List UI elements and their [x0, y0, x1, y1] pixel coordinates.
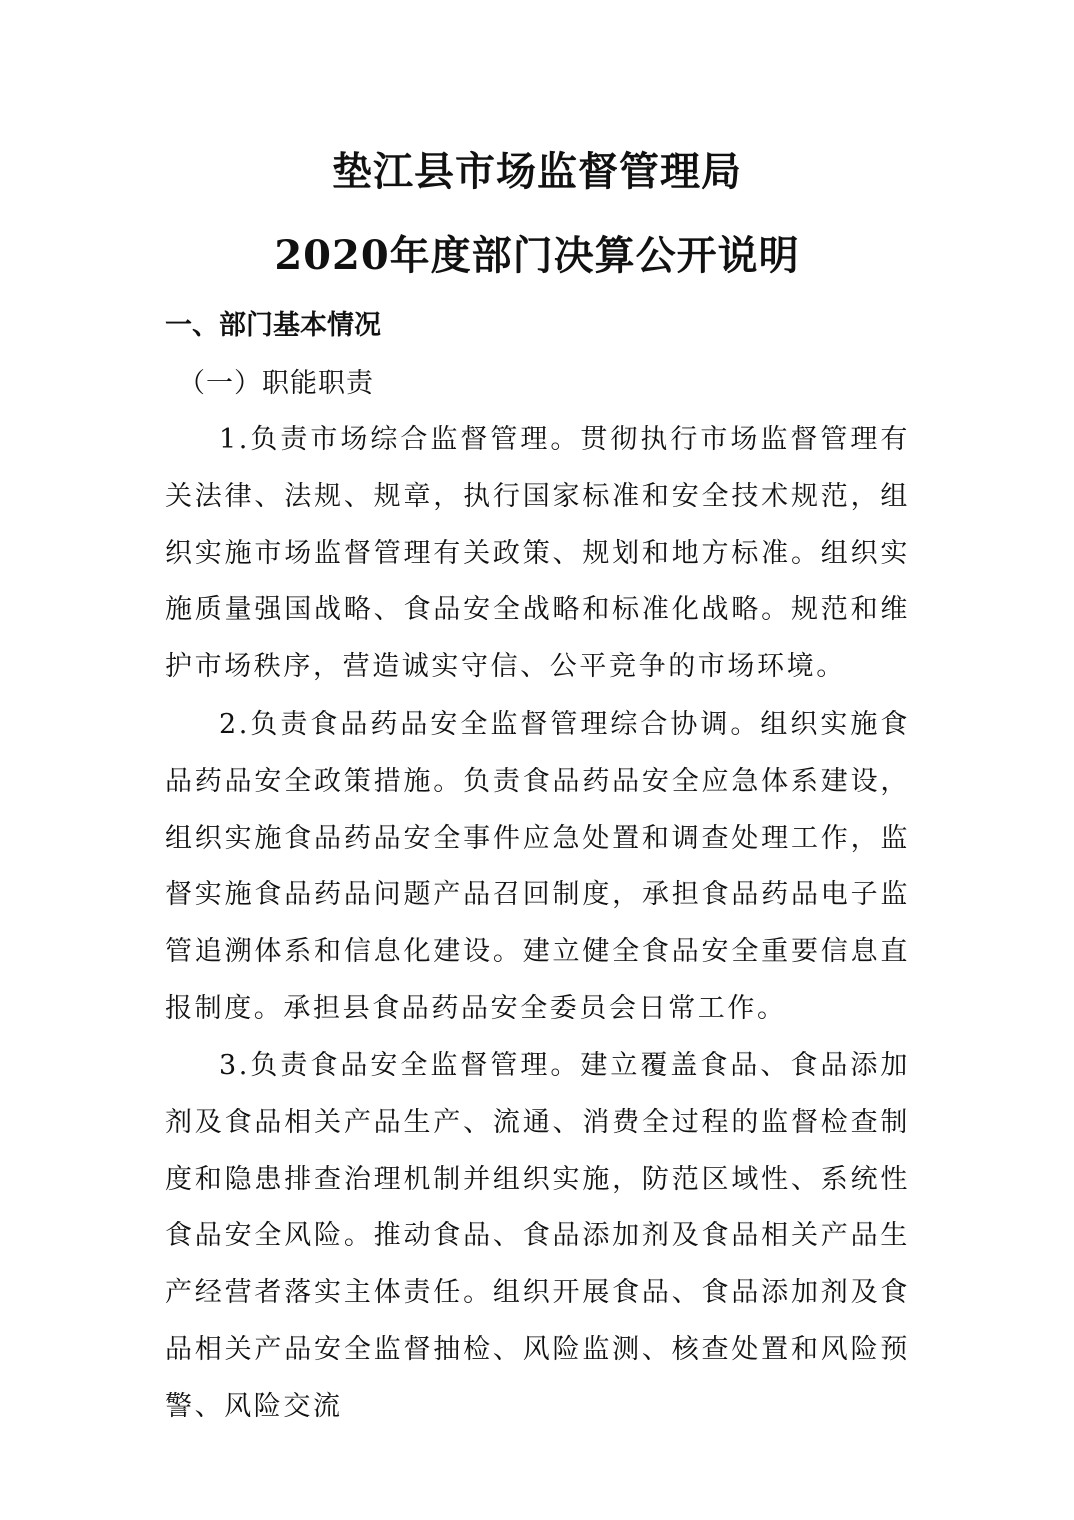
paragraph-2: 2.负责食品药品安全监督管理综合协调。组织实施食品药品安全政策措施。负责食品药品安全应急体系建设，组织实施食品药品安全事件应急处置和调查处理工作，监督实施食品药品问题产品召回制度，承担食品药品电子监管追溯体系和信息化建设。建立健全食品安全重要信息直报制度。承担县食品药品安全委员会日常工作。: [165, 709, 910, 1024]
paragraph-1: 1.负责市场综合监督管理。贯彻执行市场监督管理有关法律、法规、规章，执行国家标准和安全技术规范，组织实施市场监督管理有关政策、规划和地方标准。组织实施质量强国战略、食品安全战略和标准化战略。规范和维护市场秩序，营造诚实守信、公平竞争的市场环境。: [165, 424, 910, 683]
document-title-line-2: 2020年度部门决算公开说明: [274, 232, 800, 279]
subsection-heading: （一）职能职责: [178, 368, 374, 399]
section-heading: 一、部门基本情况: [165, 310, 381, 341]
document-title-line-1: 垫江县市场监督管理局: [332, 148, 742, 195]
paragraph-3: 3.负责食品安全监督管理。建立覆盖食品、食品添加剂及食品相关产品生产、流通、消费全过程的监督检查制度和隐患排查治理机制并组织实施，防范区域性、系统性食品安全风险。推动食品、食品添加剂及食品相关产品生产经营者落实主体责任。组织开展食品、食品添加剂及食品相关产品安全监督抽检、风险监测、核查处置和风险预警、风险交流: [165, 1050, 910, 1422]
